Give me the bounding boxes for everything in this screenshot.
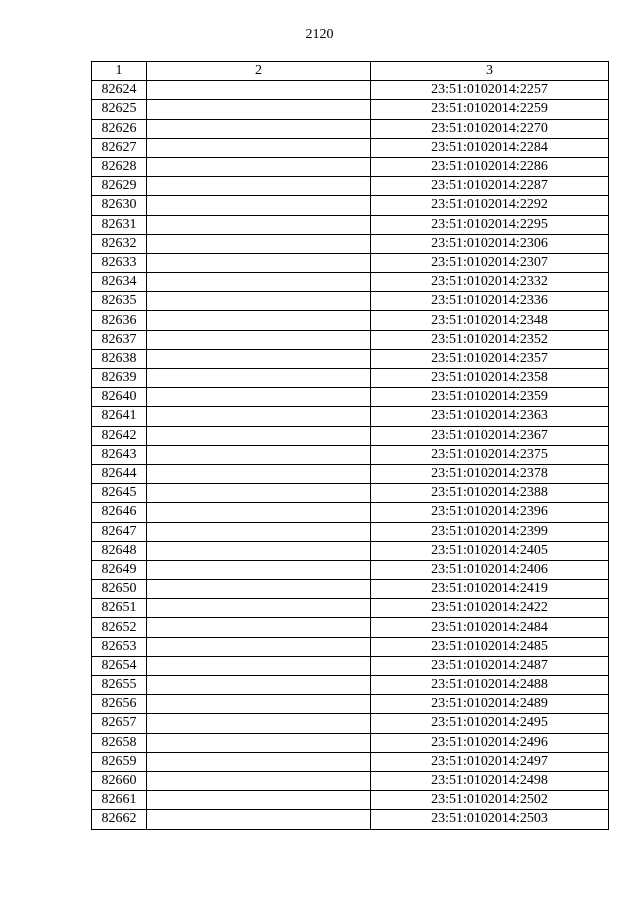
row-number-cell: 82637 — [92, 330, 147, 349]
description-cell — [147, 253, 371, 272]
table-row — [92, 388, 609, 407]
row-number-cell: 82627 — [92, 138, 147, 157]
description-cell — [147, 695, 371, 714]
description-cell — [147, 330, 371, 349]
description-cell — [147, 100, 371, 119]
row-number-cell: 82638 — [92, 349, 147, 368]
table-row — [92, 637, 609, 656]
cadastral-number-cell: 23:51:0102014:2357 — [371, 349, 609, 368]
row-number-cell: 82661 — [92, 791, 147, 810]
table-row — [92, 311, 609, 330]
description-cell — [147, 599, 371, 618]
header-row — [92, 62, 609, 81]
description-cell — [147, 119, 371, 138]
row-number-cell: 82656 — [92, 695, 147, 714]
description-cell — [147, 676, 371, 695]
row-number-cell: 82655 — [92, 676, 147, 695]
cadastral-number-cell: 23:51:0102014:2284 — [371, 138, 609, 157]
column-header-1: 1 — [92, 62, 147, 81]
table-row — [92, 503, 609, 522]
description-cell — [147, 484, 371, 503]
cadastral-number-cell: 23:51:0102014:2487 — [371, 656, 609, 675]
cadastral-number-cell: 23:51:0102014:2388 — [371, 484, 609, 503]
table-row — [92, 273, 609, 292]
column-header-3: 3 — [371, 62, 609, 81]
table-row — [92, 138, 609, 157]
table-row — [92, 618, 609, 637]
row-number-cell: 82624 — [92, 81, 147, 100]
row-number-cell: 82639 — [92, 369, 147, 388]
cadastral-number-cell: 23:51:0102014:2484 — [371, 618, 609, 637]
table-row — [92, 369, 609, 388]
row-number-cell: 82628 — [92, 157, 147, 176]
table-row — [92, 656, 609, 675]
description-cell — [147, 311, 371, 330]
table-row — [92, 464, 609, 483]
row-number-cell: 82626 — [92, 119, 147, 138]
cadastral-number-cell: 23:51:0102014:2406 — [371, 560, 609, 579]
row-number-cell: 82646 — [92, 503, 147, 522]
cadastral-number-cell: 23:51:0102014:2307 — [371, 253, 609, 272]
row-number-cell: 82647 — [92, 522, 147, 541]
description-cell — [147, 157, 371, 176]
row-number-cell: 82662 — [92, 810, 147, 829]
row-number-cell: 82645 — [92, 484, 147, 503]
cadastral-number-cell: 23:51:0102014:2270 — [371, 119, 609, 138]
cadastral-number-cell: 23:51:0102014:2257 — [371, 81, 609, 100]
description-cell — [147, 771, 371, 790]
table-row — [92, 522, 609, 541]
row-number-cell: 82642 — [92, 426, 147, 445]
cadastral-number-cell: 23:51:0102014:2396 — [371, 503, 609, 522]
description-cell — [147, 714, 371, 733]
table-body — [92, 81, 609, 829]
description-cell — [147, 292, 371, 311]
description-cell — [147, 81, 371, 100]
table-row — [92, 599, 609, 618]
cadastral-number-cell: 23:51:0102014:2495 — [371, 714, 609, 733]
table-row — [92, 253, 609, 272]
row-number-cell: 82630 — [92, 196, 147, 215]
row-number-cell: 82648 — [92, 541, 147, 560]
cadastral-number-cell: 23:51:0102014:2422 — [371, 599, 609, 618]
table-row — [92, 771, 609, 790]
cadastral-number-cell: 23:51:0102014:2286 — [371, 157, 609, 176]
cadastral-number-cell: 23:51:0102014:2503 — [371, 810, 609, 829]
table-row — [92, 733, 609, 752]
page-number: 2120 — [305, 27, 334, 42]
cadastral-number-cell: 23:51:0102014:2405 — [371, 541, 609, 560]
table-row — [92, 541, 609, 560]
table-row — [92, 100, 609, 119]
description-cell — [147, 445, 371, 464]
description-cell — [147, 215, 371, 234]
description-cell — [147, 656, 371, 675]
table-row — [92, 196, 609, 215]
table-row — [92, 215, 609, 234]
table-row — [92, 580, 609, 599]
cadastral-number-cell: 23:51:0102014:2367 — [371, 426, 609, 445]
table-row — [92, 292, 609, 311]
row-number-cell: 82641 — [92, 407, 147, 426]
row-number-cell: 82635 — [92, 292, 147, 311]
table-row — [92, 714, 609, 733]
cadastral-number-cell: 23:51:0102014:2292 — [371, 196, 609, 215]
description-cell — [147, 752, 371, 771]
cadastral-number-cell: 23:51:0102014:2496 — [371, 733, 609, 752]
table-row — [92, 695, 609, 714]
table-row — [92, 234, 609, 253]
row-number-cell: 82650 — [92, 580, 147, 599]
row-number-cell: 82631 — [92, 215, 147, 234]
description-cell — [147, 196, 371, 215]
description-cell — [147, 637, 371, 656]
cadastral-number-cell: 23:51:0102014:2375 — [371, 445, 609, 464]
description-cell — [147, 407, 371, 426]
cadastral-number-cell: 23:51:0102014:2485 — [371, 637, 609, 656]
table-row — [92, 484, 609, 503]
cadastral-number-cell: 23:51:0102014:2419 — [371, 580, 609, 599]
description-cell — [147, 618, 371, 637]
cadastral-number-cell: 23:51:0102014:2259 — [371, 100, 609, 119]
description-cell — [147, 733, 371, 752]
description-cell — [147, 426, 371, 445]
row-number-cell: 82636 — [92, 311, 147, 330]
cadastral-number-cell: 23:51:0102014:2358 — [371, 369, 609, 388]
row-number-cell: 82653 — [92, 637, 147, 656]
cadastral-number-cell: 23:51:0102014:2502 — [371, 791, 609, 810]
description-cell — [147, 177, 371, 196]
table-row — [92, 157, 609, 176]
cadastral-number-cell: 23:51:0102014:2306 — [371, 234, 609, 253]
table-row — [92, 81, 609, 100]
description-cell — [147, 503, 371, 522]
cadastral-number-cell: 23:51:0102014:2359 — [371, 388, 609, 407]
row-number-cell: 82649 — [92, 560, 147, 579]
table-row — [92, 330, 609, 349]
cadastral-number-cell: 23:51:0102014:2498 — [371, 771, 609, 790]
table-row — [92, 560, 609, 579]
row-number-cell: 82660 — [92, 771, 147, 790]
cadastral-number-cell: 23:51:0102014:2332 — [371, 273, 609, 292]
table-row — [92, 791, 609, 810]
description-cell — [147, 138, 371, 157]
row-number-cell: 82640 — [92, 388, 147, 407]
row-number-cell: 82634 — [92, 273, 147, 292]
description-cell — [147, 810, 371, 829]
row-number-cell: 82657 — [92, 714, 147, 733]
row-number-cell: 82625 — [92, 100, 147, 119]
cadastral-number-cell: 23:51:0102014:2363 — [371, 407, 609, 426]
cadastral-number-cell: 23:51:0102014:2497 — [371, 752, 609, 771]
table-row — [92, 349, 609, 368]
description-cell — [147, 580, 371, 599]
table-row — [92, 119, 609, 138]
row-number-cell: 82659 — [92, 752, 147, 771]
row-number-cell: 82633 — [92, 253, 147, 272]
cadastral-number-cell: 23:51:0102014:2488 — [371, 676, 609, 695]
cadastral-number-cell: 23:51:0102014:2378 — [371, 464, 609, 483]
cadastral-number-cell: 23:51:0102014:2287 — [371, 177, 609, 196]
description-cell — [147, 388, 371, 407]
table-row — [92, 445, 609, 464]
register-table — [91, 61, 609, 830]
row-number-cell: 82652 — [92, 618, 147, 637]
table-row — [92, 407, 609, 426]
description-cell — [147, 234, 371, 253]
row-number-cell: 82629 — [92, 177, 147, 196]
cadastral-number-cell: 23:51:0102014:2348 — [371, 311, 609, 330]
column-header-2: 2 — [147, 62, 371, 81]
description-cell — [147, 522, 371, 541]
table-row — [92, 426, 609, 445]
description-cell — [147, 791, 371, 810]
table-row — [92, 676, 609, 695]
row-number-cell: 82651 — [92, 599, 147, 618]
table-row — [92, 752, 609, 771]
cadastral-number-cell: 23:51:0102014:2336 — [371, 292, 609, 311]
row-number-cell: 82654 — [92, 656, 147, 675]
table-row — [92, 177, 609, 196]
row-number-cell: 82632 — [92, 234, 147, 253]
cadastral-number-cell: 23:51:0102014:2352 — [371, 330, 609, 349]
description-cell — [147, 464, 371, 483]
row-number-cell: 82644 — [92, 464, 147, 483]
description-cell — [147, 349, 371, 368]
row-number-cell: 82643 — [92, 445, 147, 464]
cadastral-number-cell: 23:51:0102014:2489 — [371, 695, 609, 714]
table-row — [92, 810, 609, 829]
row-number-cell: 82658 — [92, 733, 147, 752]
cadastral-number-cell: 23:51:0102014:2295 — [371, 215, 609, 234]
description-cell — [147, 369, 371, 388]
description-cell — [147, 560, 371, 579]
description-cell — [147, 273, 371, 292]
cadastral-number-cell: 23:51:0102014:2399 — [371, 522, 609, 541]
table-header — [92, 62, 609, 81]
description-cell — [147, 541, 371, 560]
